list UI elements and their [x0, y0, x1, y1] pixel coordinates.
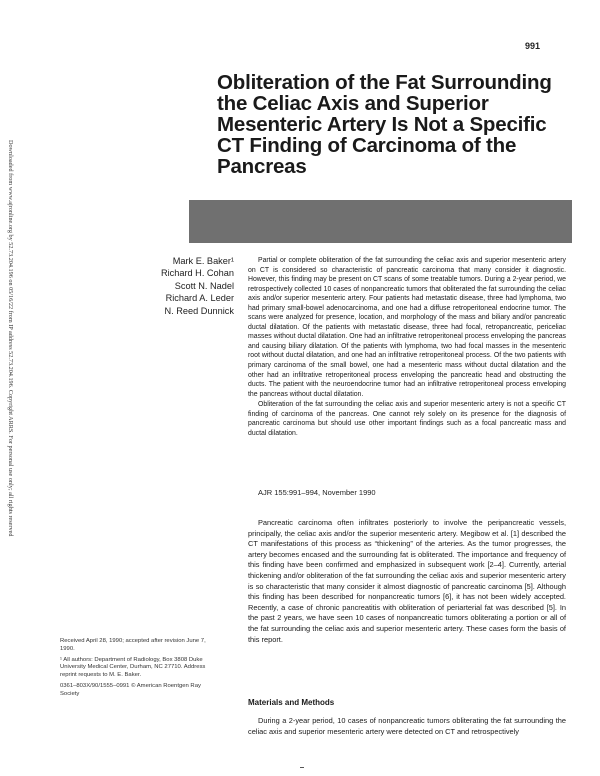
- copyright-footnote: 0361–803X/90/1555–0991 © American Roentgen Ray Society: [60, 682, 201, 697]
- author-name: Richard H. Cohan: [160, 268, 234, 279]
- author-name: N. Reed Dunnick: [164, 305, 234, 316]
- page-number: 991: [524, 41, 540, 51]
- download-notice-text: Downloaded from www.ajronline.org by 52.73.204.196 on 05/16/22 from IP address 52.73.204.196. Copyright ARRS. For personal use only; all rights reserved: [7, 140, 14, 537]
- download-notice: [2, 140, 14, 700]
- journal-citation: AJR 155:991–994, November 1990: [258, 488, 376, 497]
- abstract-paragraph: Partial or complete obliteration of the fat surrounding the celiac axis and superior mesenteric artery on CT is considered so characteristic of pancreatic carcinoma that many consider it diagnostic. However, this finding may be present on CT scans of some treatable tumors. During a 2-year period, we retrospectively collected 10 cases of nonpancreatic tumors that obliterated the fat surrounding the celiac axis and/or superior mesenteric artery. Four patients had metastatic disease, three had lymphoma, two had primary small-bowel adenocarcinoma, and one had a diffuse retroperitoneal endocrine tumor. The scans were analyzed for presence, location, and morphology of the mass and biliary and/or pancreatic ductal dilatation. Of the patients with metastatic disease, three had focal, retropancreatic, periceliac masses without ductal dilatation. One had an infiltrative retroperitoneal process enveloping the pancreas and causing biliary dilatation. Of the patients with lymphoma, two had focal masses in the mesenteric root without ductal dilatation, and one had an infiltrative retroperitoneal process. Of the two patients with primary carcinoma of the small bowel, one had a mesenteric mass without ductal dilatation and the other had an infiltrative retroperitoneal process enveloping the pancreatic head and obstructing the ducts. The patient with the neuroendocrine tumor had an infiltrative retroperitoneal process enveloping the pancreas without ductal dilatation.: [248, 257, 566, 398]
- introduction: [248, 518, 566, 645]
- author-list: [90, 255, 234, 317]
- abstract: [248, 256, 566, 438]
- author-name: Richard A. Leder: [165, 293, 234, 304]
- received-footnote: Received April 28, 1990; accepted after revision June 7, 1990.: [60, 638, 206, 652]
- article-title: Obliteration of the Fat Surrounding the Celiac Axis and Superior Mesenteric Artery Is Not a Specific CT Finding of Carcinoma of the Pancreas: [217, 71, 552, 178]
- scan-mark: [300, 767, 304, 768]
- author-name: Mark E. Baker¹: [172, 256, 234, 266]
- intro-paragraph: Pancreatic carcinoma often infiltrates posteriorly to involve the peripancreatic vessels, principally, the celiac axis and/or the superior mesenteric artery. Megibow et al. [1] described the CT manifestations of this process as “thickening” of the arteries. As the tumor progresses, the artery becomes encased and the surrounding fat is obliterated. The importance and frequency of this finding have been confirmed and emphasized in subsequent work [2–4]. Currently, arterial thickening and/or obliteration of the fat surrounding the celiac axis and superior mesenteric artery is so characteristic that many consider it almost diagnostic of pancreatic carcinoma [5]. Although this finding has been described for nonpancreatic tumors [6], it has not been widely accepted. Recently, a case of chronic pancreatitis with obliteration of periarterial fat was described [5]. In the past 2 years, we have seen 10 cases of nonpancreatic tumors obliterating a portion or all of the fat surrounding the celiac axis and superior mesenteric artery. These cases form the basis of this report.: [248, 518, 566, 644]
- title-banner-bar: [189, 200, 572, 243]
- footnotes: [60, 638, 210, 699]
- section-heading: Materials and Methods: [248, 698, 335, 707]
- abstract-paragraph: Obliteration of the fat surrounding the celiac axis and superior mesenteric artery is not a specific CT finding of carcinoma of the pancreas. One cannot rely solely on its presence for the diagnosis of pancreatic carcinoma but should use other important findings such as a focal pancreatic mass and ductal dilatation.: [248, 401, 566, 437]
- methods-paragraph: During a 2-year period, 10 cases of nonpancreatic tumors obliterating the fat surrounding the celiac axis and superior mesenteric artery were detected on CT and retrospectively: [248, 716, 566, 736]
- author-name: Scott N. Nadel: [174, 280, 234, 291]
- affiliation-footnote: ¹ All authors: Department of Radiology, Box 3808 Duke University Medical Center, Durham, NC 27710. Address reprint requests to M. E. Baker.: [60, 656, 206, 679]
- methods-text: [248, 716, 566, 737]
